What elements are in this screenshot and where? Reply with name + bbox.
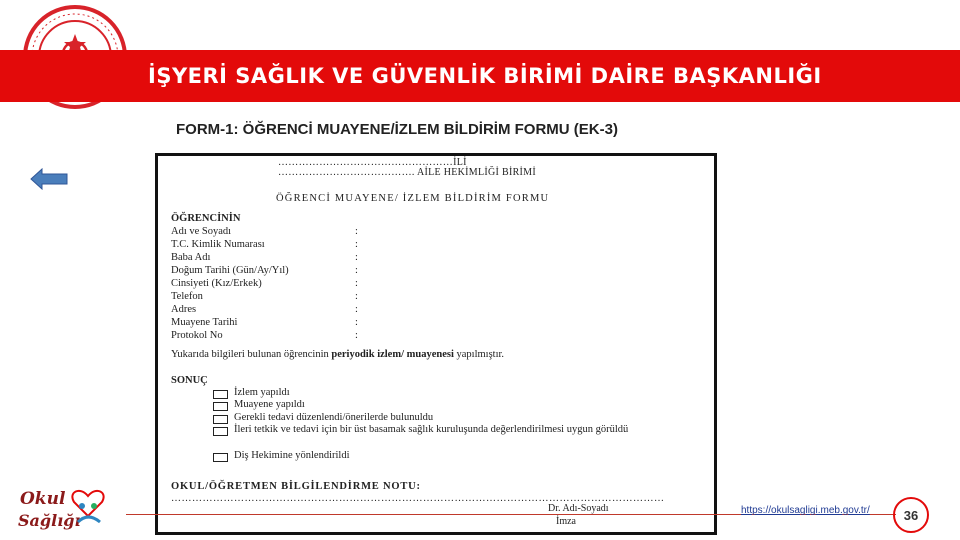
field-address: Adres	[171, 304, 197, 315]
student-section-label: ÖĞRENCİNİN	[171, 213, 241, 224]
form-document	[155, 153, 717, 535]
field-colon: :	[355, 265, 358, 276]
result-label: SONUÇ	[171, 375, 208, 386]
option-checkbox[interactable]	[213, 402, 228, 411]
option-row	[213, 424, 704, 436]
option-label: Muayene yapıldı	[234, 399, 305, 410]
field-tc-id: T.C. Kimlik Numarası	[171, 239, 265, 250]
logo-text-line1: Okul	[20, 489, 66, 509]
signature-name: Dr. Adı-Soyadı	[548, 503, 609, 514]
field-colon: :	[355, 226, 358, 237]
page-number: 36	[893, 497, 929, 533]
back-arrow-icon[interactable]	[30, 168, 68, 190]
banner-title: İŞYERİ SAĞLIK VE GÜVENLİK BİRİMİ DAİRE BAŞKANLIĞI	[148, 64, 822, 88]
exam-statement-end: yapılmıştır.	[453, 349, 505, 360]
field-birth-date: Doğum Tarihi (Gün/Ay/Yıl)	[171, 265, 289, 276]
option-label: Gerekli tedavi düzenlendi/önerilerde bulunuldu	[234, 412, 434, 423]
okul-sagligi-logo	[14, 482, 122, 534]
field-gender: Cinsiyeti (Kız/Erkek)	[171, 278, 262, 289]
doc-header-province: ……………………………………………İLİ	[278, 157, 467, 168]
option-label: İleri tetkik ve tedavi için bir üst basamak sağlık kuruluşunda değerlendirilmesi uygun görüldü	[234, 424, 629, 435]
footer-link[interactable]: https://okulsagligi.meb.gov.tr/	[741, 505, 870, 516]
field-colon: :	[355, 239, 358, 250]
option-label: Diş Hekimine yönlendirildi	[234, 450, 350, 461]
field-colon: :	[355, 330, 358, 341]
logo-text-line2: Sağlığı	[18, 511, 81, 530]
field-phone: Telefon	[171, 291, 203, 302]
field-exam-date: Muayene Tarihi	[171, 317, 238, 328]
field-colon: :	[355, 317, 358, 328]
option-row	[213, 412, 433, 424]
option-checkbox[interactable]	[213, 415, 228, 424]
field-father-name: Baba Adı	[171, 252, 211, 263]
option-checkbox[interactable]	[213, 390, 228, 399]
option-checkbox[interactable]	[213, 427, 228, 436]
field-colon: :	[355, 278, 358, 289]
option-row	[213, 387, 290, 399]
doc-header-unit: …………………………………. AİLE HEKİMLİĞİ BİRİMİ	[278, 167, 537, 178]
field-colon: :	[355, 304, 358, 315]
form-heading: FORM-1: ÖĞRENCİ MUAYENE/İZLEM BİLDİRİM FORMU (EK-3)	[176, 121, 618, 138]
option-row	[213, 399, 305, 411]
doc-title: ÖĞRENCİ MUAYENE/ İZLEM BİLDİRİM FORMU	[276, 193, 550, 204]
field-colon: :	[355, 252, 358, 263]
option-label: İzlem yapıldı	[234, 387, 290, 398]
note-dots: ……………………………………………………………………………………………………………………………	[171, 493, 665, 504]
field-name: Adı ve Soyadı	[171, 226, 232, 237]
signature-label: İmza	[556, 516, 576, 527]
field-colon: :	[355, 291, 358, 302]
note-label: OKUL/ÖĞRETMEN BİLGİLENDİRME NOTU:	[171, 481, 421, 492]
exam-statement-bold: periyodik izlem/ muayenesi	[331, 349, 454, 360]
field-protocol-no: Protokol No	[171, 330, 223, 341]
option-checkbox[interactable]	[213, 453, 228, 462]
exam-statement-start: Yukarıda bilgileri bulunan öğrencinin	[171, 349, 332, 360]
option-row	[213, 450, 350, 462]
exam-statement	[171, 349, 504, 360]
